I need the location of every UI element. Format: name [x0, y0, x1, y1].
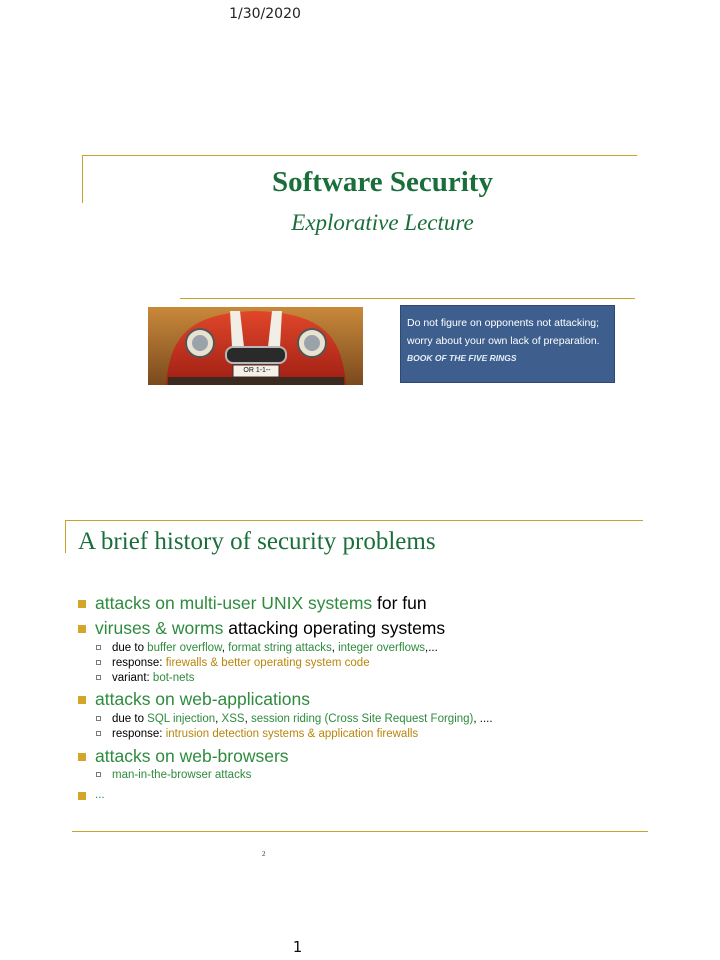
slide1-title: Software Security: [272, 166, 493, 198]
item-text: attacks on multi-user UNIX systems: [95, 593, 373, 613]
sub-text: session riding (Cross Site Request Forging): [250, 713, 474, 725]
sub-text: buffer overflow: [147, 642, 222, 654]
square-bullet-icon: [78, 696, 86, 704]
hollow-bullet-icon: [96, 675, 101, 680]
slide1-top-rule: [82, 155, 637, 156]
sub-text: ,: [215, 713, 222, 725]
sub-text: firewalls & better operating system code: [165, 657, 370, 669]
sub-text: intrusion detection systems & application firewalls: [165, 728, 419, 740]
slide1-mid-rule: [180, 298, 635, 299]
square-bullet-icon: [78, 600, 86, 608]
sub-text: ,: [244, 713, 251, 725]
quote-source: BOOK OF THE FIVE RINGS: [407, 353, 517, 363]
slide2-left-rule: [65, 520, 66, 553]
slide2-title: A brief history of security problems: [78, 528, 436, 555]
hollow-bullet-icon: [96, 772, 101, 777]
page-number: 1: [292, 938, 303, 956]
sub-text: due to: [112, 713, 148, 725]
square-bullet-icon: [78, 792, 86, 800]
slide1-subtitle: Explorative Lecture: [291, 210, 474, 235]
sub-text: ,...: [425, 642, 438, 654]
item-text: for fun: [372, 593, 427, 613]
sub-text: response:: [112, 728, 166, 740]
sub-text: bot-nets: [152, 672, 195, 684]
sub-text: , ....: [473, 713, 493, 725]
slide1-left-rule: [82, 155, 83, 203]
sub-text: due to: [112, 642, 148, 654]
item-text: attacks on web-browsers: [95, 746, 289, 766]
sub-text: ,: [331, 642, 339, 654]
square-bullet-icon: [78, 753, 86, 761]
quote-box: [400, 305, 615, 383]
item-text: attacks on web-applications: [95, 689, 310, 709]
sub-text: ,: [221, 642, 229, 654]
sub-text: response:: [112, 657, 166, 669]
hollow-bullet-icon: [96, 645, 101, 650]
sub-text: format string attacks: [228, 642, 332, 654]
item-text: ...: [95, 789, 105, 801]
hollow-bullet-icon: [96, 660, 101, 665]
slide-number: 2: [262, 850, 266, 858]
item-text: attacking operating systems: [223, 618, 446, 638]
mini-car-image: [148, 307, 363, 385]
square-bullet-icon: [78, 625, 86, 633]
sub-text: variant:: [112, 672, 153, 684]
sub-text: man-in-the-browser attacks: [112, 769, 252, 781]
sub-text: XSS: [221, 713, 245, 725]
item-text: viruses & worms: [95, 618, 224, 638]
car-license-plate: OR 1-1--: [243, 367, 271, 374]
print-date: 1/30/2020: [229, 6, 301, 22]
slide2-top-rule: [65, 520, 643, 521]
sub-text: SQL injection: [147, 713, 216, 725]
hollow-bullet-icon: [96, 716, 101, 721]
slide2-bottom-rule: [72, 831, 648, 832]
hollow-bullet-icon: [96, 731, 101, 736]
quote-line-2: worry about your own lack of preparation.: [407, 335, 600, 347]
sub-text: integer overflows: [338, 642, 426, 654]
quote-line-1: Do not figure on opponents not attacking;: [407, 317, 600, 329]
